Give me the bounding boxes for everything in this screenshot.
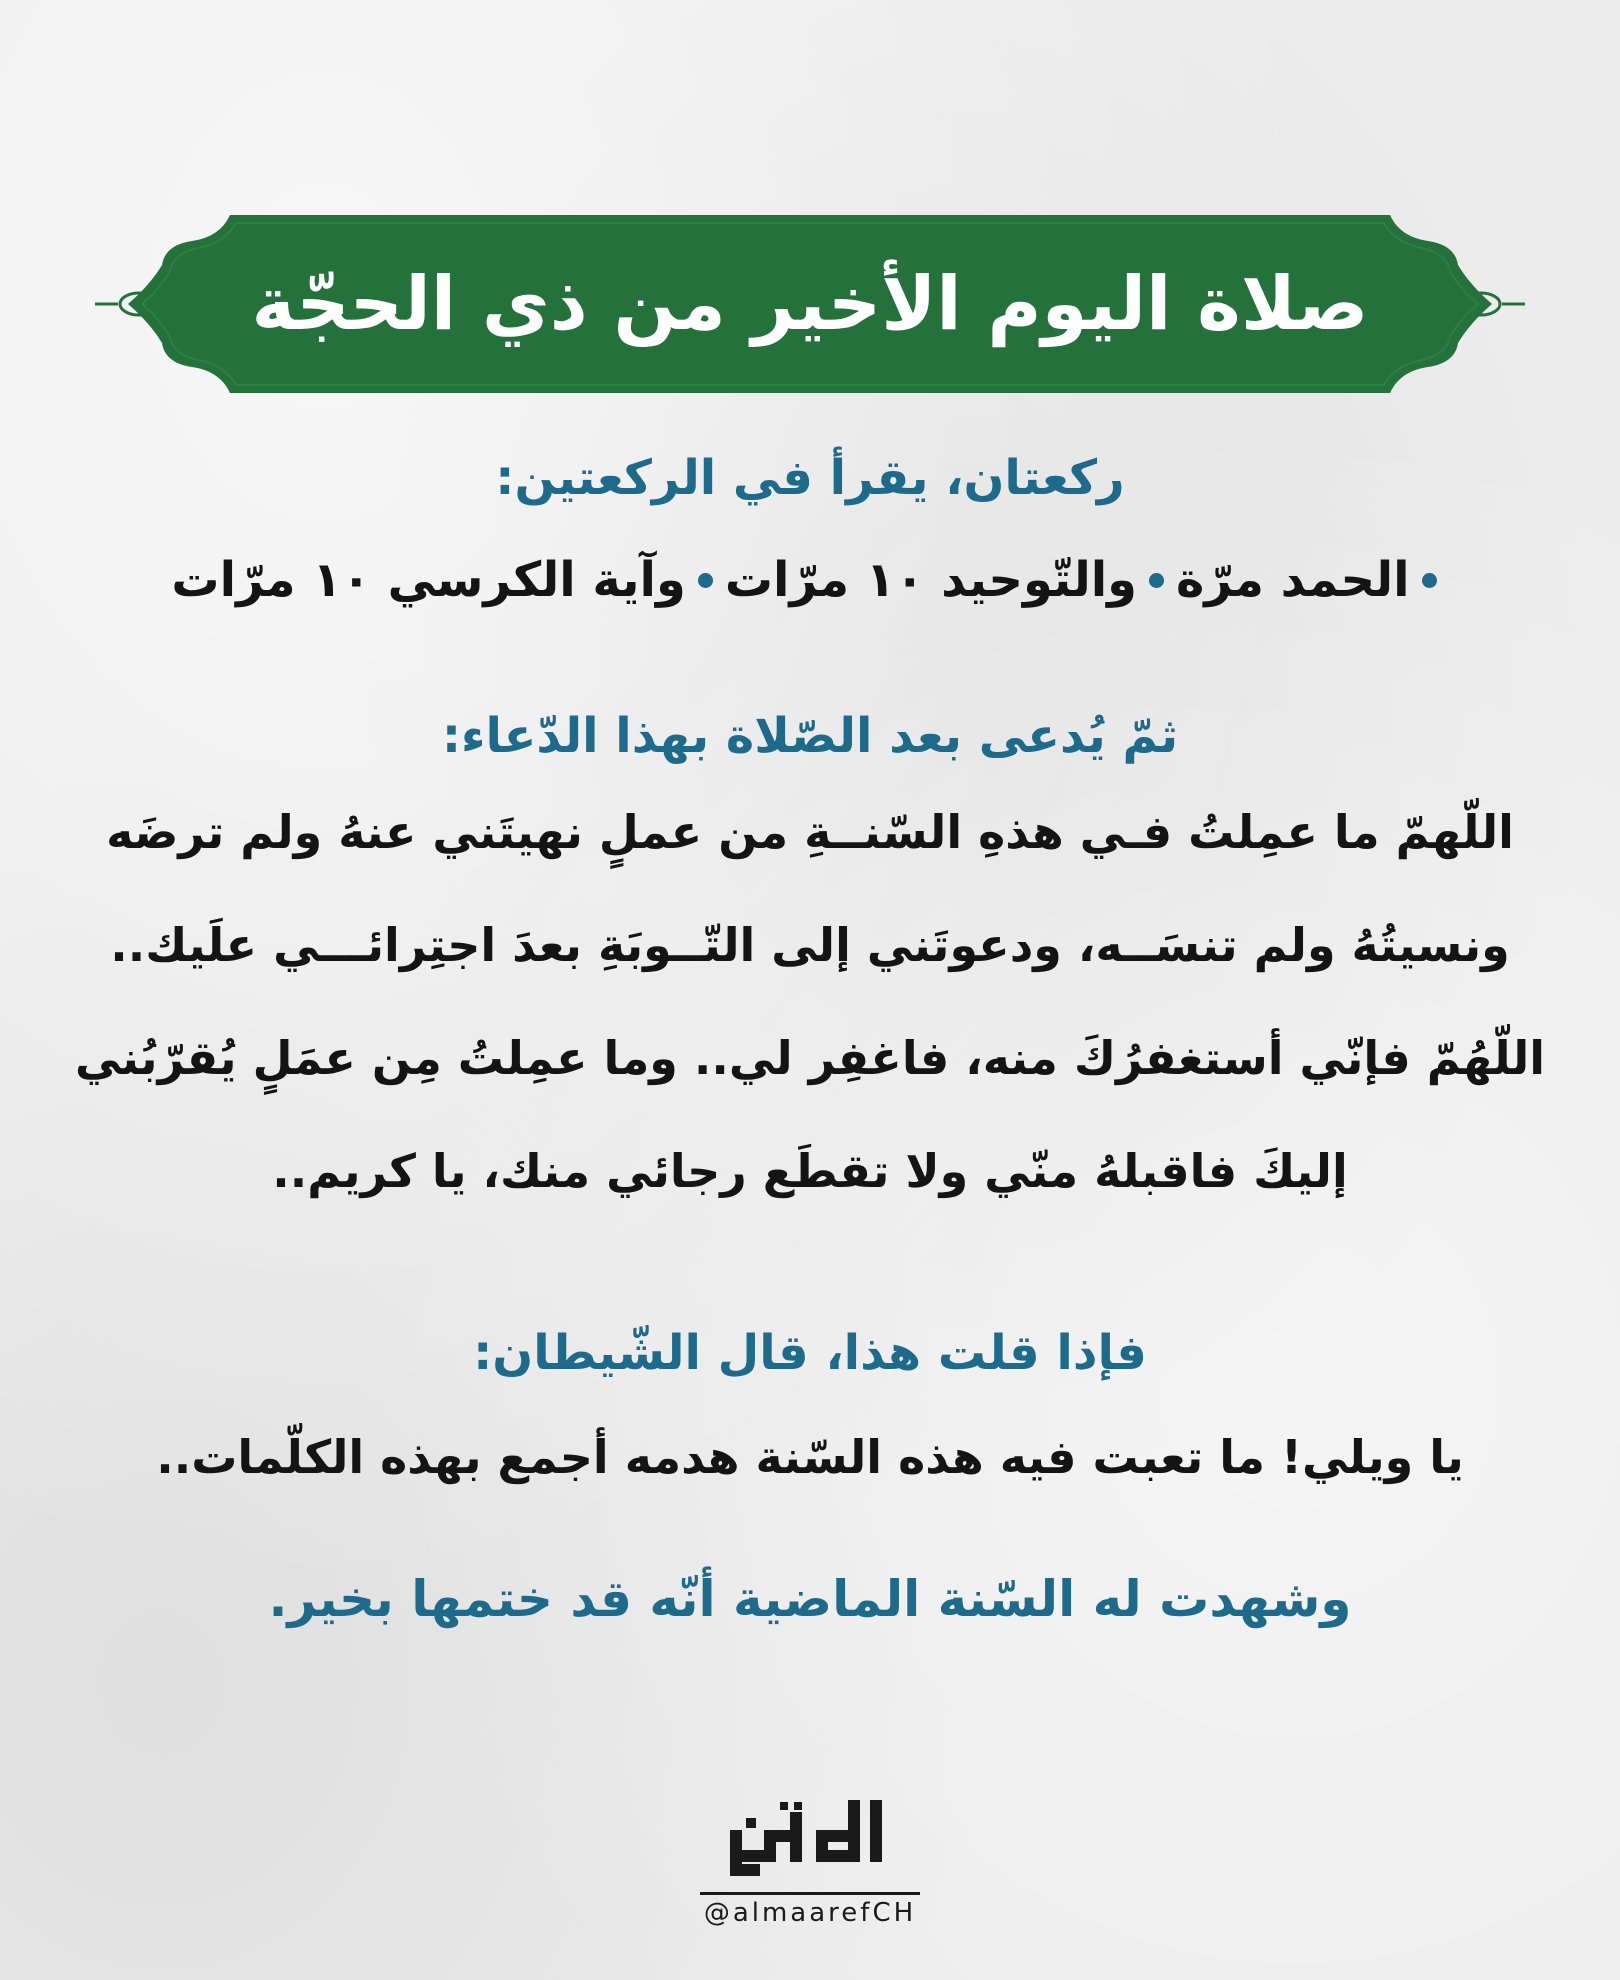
closing-line: وشهدت له السّنة الماضية أنّه قد ختمها بخير. bbox=[268, 1570, 1352, 1628]
page-title: صلاة اليوم الأخير من ذي الحجّة bbox=[251, 261, 1369, 347]
section1-heading: ركعتان، يقرأ في الركعتين: bbox=[495, 450, 1125, 506]
bullet-icon bbox=[1422, 573, 1437, 588]
bullet-icon bbox=[698, 573, 713, 588]
dua-line: اللّهُمّ فإنّي أستغفرُكَ منه، فاغفِر لي.. وما عمِلتُ مِن عمَلٍ يُقرّبُني bbox=[74, 1031, 1546, 1085]
section2-heading: ثمّ يُدعى بعد الصّلاة بهذا الدّعاء: bbox=[441, 708, 1179, 764]
list-item: والتّوحيد ١٠ مرّات bbox=[724, 552, 1138, 608]
bullet-icon bbox=[1149, 573, 1164, 588]
almaaref-logo-mark bbox=[720, 1790, 900, 1890]
title-banner bbox=[0, 215, 1620, 393]
brand-logo bbox=[690, 1790, 930, 1940]
dua-line: ونسيتُهُ ولم تنسَــه، ودعوتَني إلى التّــوبَةِ بعدَ اجتِرائـــي علَيك.. bbox=[110, 918, 1510, 972]
recitation-list bbox=[60, 545, 1560, 615]
dua-line: اللّهمّ ما عمِلتُ فـي هذهِ السّنــةِ من عملٍ نهيتَني عنهُ ولم ترضَه bbox=[106, 805, 1514, 859]
dua-line: إليكَ فاقبلهُ منّي ولا تقطَع رجائي منك، يا كريم.. bbox=[272, 1144, 1348, 1198]
list-item: وآية الكرسي ١٠ مرّات bbox=[171, 552, 686, 608]
logo-divider bbox=[700, 1892, 920, 1895]
section3-heading: فإذا قلت هذا، قال الشّيطان: bbox=[473, 1325, 1147, 1381]
list-item: الحمد مرّة bbox=[1176, 552, 1410, 608]
satan-quote: يا ويلي! ما تعبت فيه هذه السّنة هدمه أجمع بهذه الكلّمات.. bbox=[156, 1430, 1464, 1484]
social-handle: @almaarefCH bbox=[703, 1898, 917, 1928]
